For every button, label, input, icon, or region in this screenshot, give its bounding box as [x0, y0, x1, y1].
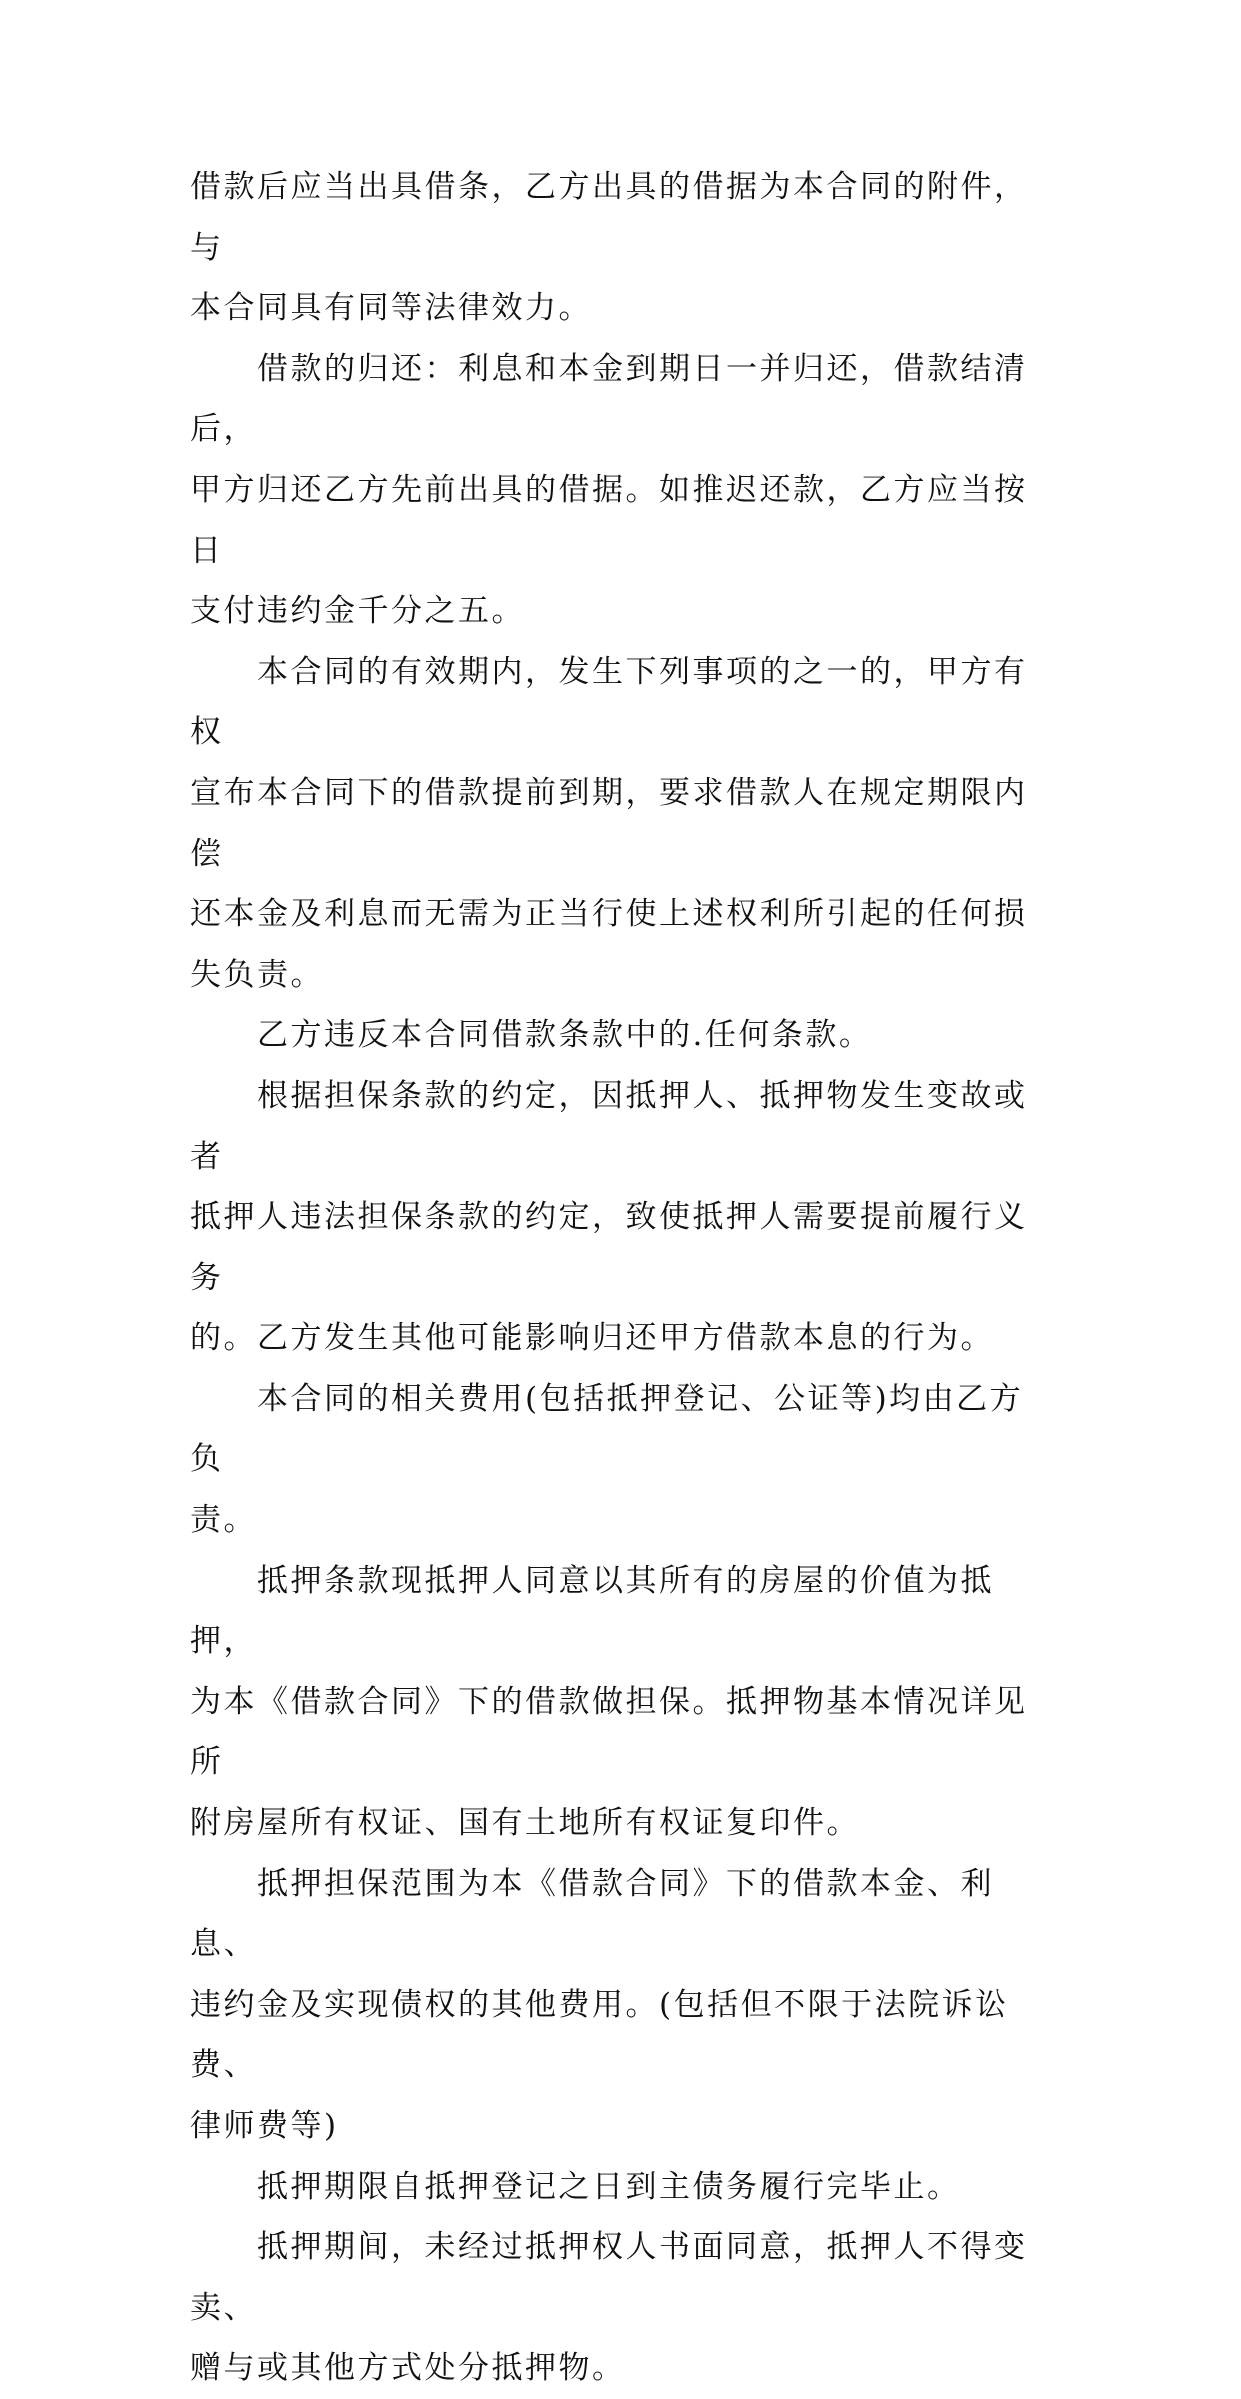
paragraph-4: 乙方违反本合同借款条款中的.任何条款。 [190, 1017, 873, 1054]
paragraph-8: 抵押担保范围为本《借款合同》下的借款本金、利息、 违约金及实现债权的其他费用。(包括但不限于法院诉讼费、 律师费等) [190, 1865, 1009, 2144]
document-body [190, 157, 1050, 2399]
paragraph-3: 本合同的有效期内，发生下列事项的之一的，甲方有权 宣布本合同下的借款提前到期，要求借款人在规定期限内偿 还本金及利息而无需为正当行使上述权利所引起的任何损 失负责。 [190, 653, 1028, 993]
paragraph-9: 抵押期限自抵押登记之日到主债务履行完毕止。 [190, 2168, 961, 2205]
paragraph-7: 抵押条款现抵押人同意以其所有的房屋的价值为抵押， 为本《借款合同》下的借款做担保。抵押物基本情况详见所 附房屋所有权证、国有土地所有权证复印件。 [190, 1562, 1028, 1842]
paragraph-5: 根据担保条款的约定，因抵押人、抵押物发生变故或者 抵押人违法担保条款的约定，致使抵押人需要提前履行义务 的。乙方发生其他可能影响归还甲方借款本息的行为。 [190, 1077, 1028, 1357]
paragraph-10: 抵押期间，未经过抵押权人书面同意，抵押人不得变卖、 赠与或其他方式处分抵押物。 [190, 2229, 1028, 2387]
paragraph-2: 借款的归还：利息和本金到期日一并归还，借款结清后， 甲方归还乙方先前出具的借据。如推迟还款，乙方应当按日 支付违约金千分之五。 [190, 350, 1028, 630]
paragraph-6: 本合同的相关费用(包括抵押登记、公证等)均由乙方负 责。 [190, 1380, 1024, 1539]
paragraph-1: 借款后应当出具借条，乙方出具的借据为本合同的附件，与 本合同具有同等法律效力。 [190, 169, 1028, 327]
